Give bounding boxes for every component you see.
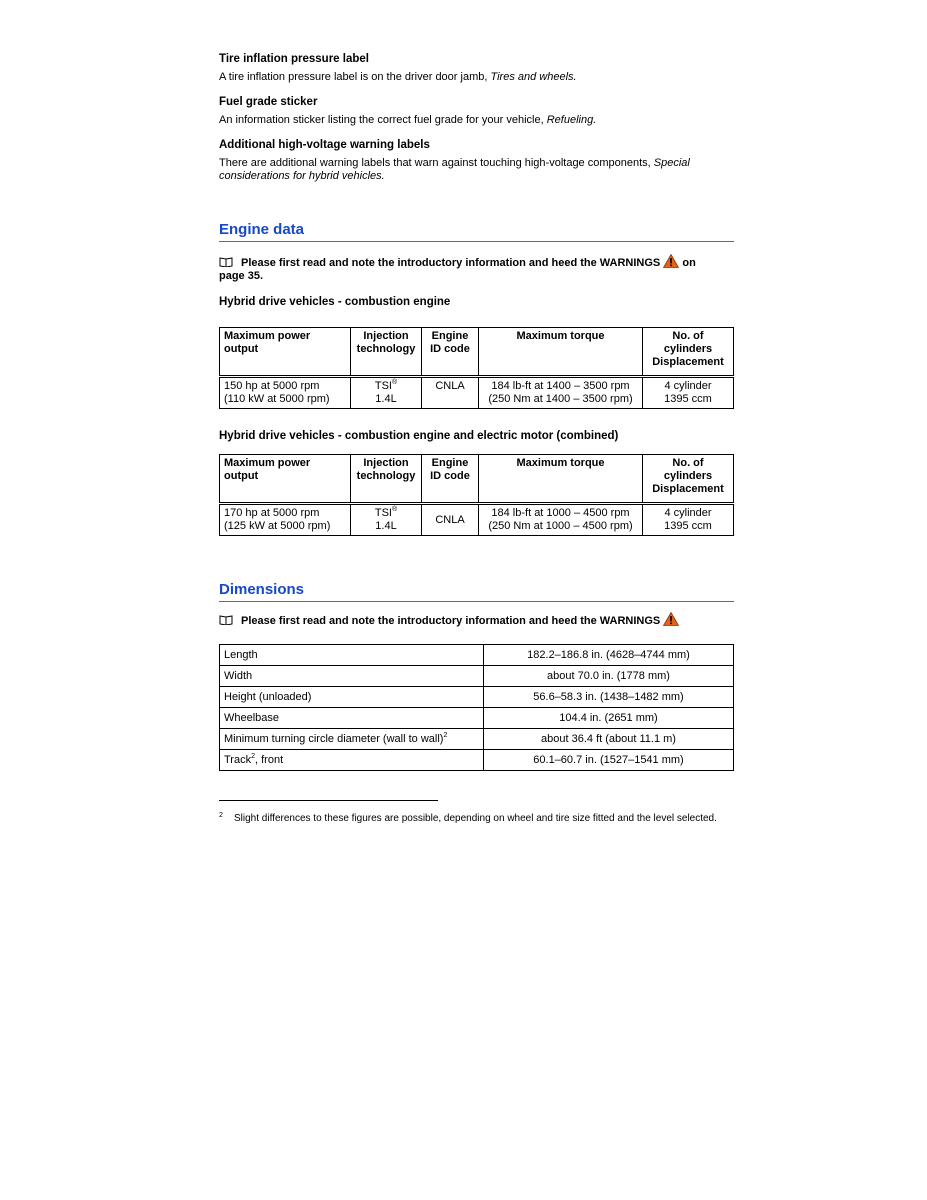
table-row <box>220 708 734 729</box>
cell-cylinders: 4 cylinder 1395 ccm <box>643 377 734 409</box>
table-row <box>220 645 734 666</box>
footnote-mark: 2 <box>219 812 223 819</box>
dimensions-table <box>219 644 734 771</box>
hv-labels-text: There are additional warning labels that warn against touching high-voltage components, Special considerations for hybrid vehicles. <box>219 157 690 182</box>
dim-value: 104.4 in. (2651 mm) <box>484 708 734 729</box>
col-power: Maximum power output <box>220 328 351 377</box>
col-torque: Maximum torque <box>479 328 643 377</box>
col-engine-code: Engine ID code <box>422 455 479 504</box>
warning-icon[interactable] <box>663 254 679 268</box>
cell-power: 150 hp at 5000 rpm (110 kW at 5000 rpm) <box>220 377 351 409</box>
tire-label-ref-link[interactable]: Tires and wheels. <box>490 71 577 83</box>
cell-injection: TSI® 1.4L <box>351 377 422 409</box>
dim-value: 182.2–186.8 in. (4628–4744 mm) <box>484 645 734 666</box>
table-row <box>220 377 734 409</box>
table2-caption: Hybrid drive vehicles - combustion engine and electric motor (combined) <box>219 430 619 442</box>
table-header-row <box>220 328 734 377</box>
cell-power: 170 hp at 5000 rpm (125 kW at 5000 rpm) <box>220 504 351 536</box>
page-ref-link[interactable]: on page 35. <box>219 257 696 282</box>
dim-label: Width <box>220 666 484 687</box>
cell-engine-code: CNLA <box>422 504 479 536</box>
tire-label-text: A tire inflation pressure label is on the driver door jamb, Tires and wheels. <box>219 71 577 83</box>
footnote-ref[interactable]: 2 <box>443 731 448 739</box>
cell-torque: 184 lb-ft at 1400 – 3500 rpm (250 Nm at 1400 – 3500 rpm) <box>479 377 643 409</box>
footnote-text: Slight differences to these figures are possible, depending on wheel and tire size fitted and the level selected. <box>234 813 717 824</box>
table-row <box>220 504 734 536</box>
col-engine-code: Engine ID code <box>422 328 479 377</box>
dimensions-title: Dimensions <box>219 581 734 602</box>
cell-injection: TSI® 1.4L <box>351 504 422 536</box>
dim-label: Length <box>220 645 484 666</box>
dim-label: Minimum turning circle diameter (wall to wall)$^2$ <box>220 729 484 750</box>
cell-cylinders: 4 cylinder 1395 ccm <box>643 504 734 536</box>
tire-label-heading: Tire inflation pressure label <box>219 53 369 65</box>
warning-icon[interactable] <box>663 612 679 626</box>
engine-notice: Please first read and note the introductory information and heed the WARNINGS on page 35. <box>219 254 714 283</box>
dim-value: 60.1–60.7 in. (1527–1541 mm) <box>484 750 734 771</box>
footnote-divider <box>219 800 438 801</box>
dim-value: about 70.0 in. (1778 mm) <box>484 666 734 687</box>
dim-label: Wheelbase <box>220 708 484 729</box>
table1-caption: Hybrid drive vehicles - combustion engine <box>219 296 451 308</box>
dim-value: about 36.4 ft (about 11.1 m) <box>484 729 734 750</box>
cell-torque: 184 lb-ft at 1000 – 4500 rpm (250 Nm at 1000 – 4500 rpm) <box>479 504 643 536</box>
col-torque: Maximum torque <box>479 455 643 504</box>
dim-label: Track$^2$, front <box>220 750 484 771</box>
engine-table-combined <box>219 454 734 536</box>
table-row <box>220 666 734 687</box>
table-row <box>220 750 734 771</box>
table-header-row <box>220 455 734 504</box>
table-row <box>220 729 734 750</box>
book-icon <box>219 615 233 625</box>
dim-value: 56.6–58.3 in. (1438–1482 mm) <box>484 687 734 708</box>
col-power: Maximum power output <box>220 455 351 504</box>
col-injection: Injection technology <box>351 328 422 377</box>
fuel-sticker-ref-link[interactable]: Refueling. <box>546 114 597 126</box>
engine-data-title: Engine data <box>219 221 734 242</box>
book-icon <box>219 257 233 267</box>
table-row <box>220 687 734 708</box>
dim-label: Height (unloaded) <box>220 687 484 708</box>
footnote <box>219 813 724 825</box>
col-cylinders: No. of cylinders Displacement <box>643 455 734 504</box>
footnote-ref[interactable]: 2 <box>251 752 255 760</box>
fuel-sticker-heading: Fuel grade sticker <box>219 96 318 108</box>
engine-table-combustion <box>219 327 734 409</box>
hv-labels-heading: Additional high-voltage warning labels <box>219 139 430 151</box>
col-cylinders: No. of cylinders Displacement <box>643 328 734 377</box>
manual-page <box>219 52 734 825</box>
cell-engine-code: CNLA <box>422 377 479 409</box>
hv-labels-ref-link[interactable]: Special considerations for hybrid vehicles. <box>219 157 690 182</box>
dimensions-notice: Please first read and note the introductory information and heed the WARNINGS <box>219 612 734 628</box>
fuel-sticker-text: An information sticker listing the correct fuel grade for your vehicle, Refueling. <box>219 114 597 126</box>
col-injection: Injection technology <box>351 455 422 504</box>
